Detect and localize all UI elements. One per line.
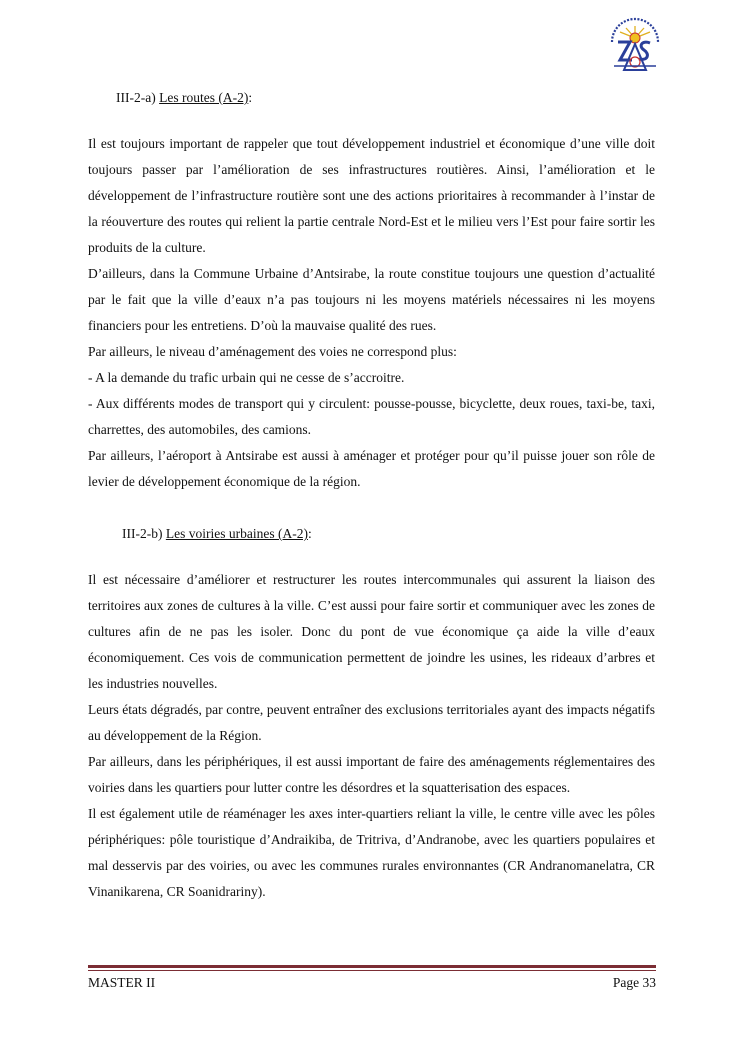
paragraph: Il est nécessaire d’améliorer et restructurer les routes intercommunales qui assurent la liaison des territoires aux zones de cultures à la ville. C’est aussi pour faire sortir et communiquer avec les zones de cultures afin de ne pas les isoler. Donc du pont de vue économique ça aide la ville d’eaux économiquement. Ces vois de communication permettent de joindre les usines, les rideaux d’arbres et les industries nouvelles. <box>88 572 655 691</box>
paragraph: Il est toujours important de rappeler que tout développement industriel et économique d’une ville doit toujours passer par l’amélioration de ses infrastructures routières. Ainsi, l’amélioration et le développement de l’infrastructure routière sont une des actions prioritaires à recommander à l’instar de la réouverture des routes qui relient la partie centrale Nord-Est et le milieu vers l’Est pour faire sortir les produits de la culture. <box>88 136 655 255</box>
university-crest-icon <box>604 14 666 76</box>
paragraph: Il est également utile de réaménager les axes inter-quartiers reliant la ville, le centre ville avec les pôles périphériques: pôle touristique d’Andraikiba, de Tritriva, d’Andranobe, avec les quartiers populaires et mal desservis par des voiries, ou avec les communes rurales environnantes (CR Andranomanelatra, CR Vinanikarena, CR Soanidrariny). <box>88 806 655 899</box>
section-heading-routes <box>116 88 252 108</box>
footer-rule <box>88 965 656 968</box>
section-title: Les voiries urbaines (A-2) <box>165 526 308 541</box>
footer-rule-thin <box>88 970 656 971</box>
page-label: Page <box>612 975 640 990</box>
list-item: - Aux différents modes de transport qui y circulent: pousse-pousse, bicyclette, deux roues, taxi-be, taxi, charrettes, des automobiles, des camions. <box>88 396 655 437</box>
paragraph: Leurs états dégradés, par contre, peuvent entraîner des exclusions territoriales ayant des impacts négatifs au développement de la Région. <box>88 702 655 743</box>
section-number: III-2-b) <box>122 526 163 541</box>
section-heading-voiries <box>122 524 312 544</box>
footer-label: MASTER II <box>88 975 156 990</box>
section-number: III-2-a) <box>116 90 156 105</box>
paragraph: Par ailleurs, dans les périphériques, il est aussi important de faire des aménagements réglementaires des voiries dans les quartiers pour lutter contre les désordres et la squatterisation des espaces. <box>88 754 655 795</box>
section-body-routes <box>88 131 655 495</box>
list-item: - A la demande du trafic urbain qui ne cesse de s’accroitre. <box>88 370 405 385</box>
page-number <box>613 974 656 992</box>
heading-colon: : <box>248 90 253 105</box>
paragraph: Par ailleurs, l’aéroport à Antsirabe est aussi à aménager et protéger pour qu’il puisse jouer son rôle de levier de développement économique de la région. <box>88 448 655 489</box>
paragraph: Par ailleurs, le niveau d’aménagement des voies ne correspond plus: <box>88 344 457 359</box>
section-body-voiries <box>88 567 655 905</box>
section-title: Les routes (A-2) <box>159 90 249 105</box>
paragraph: D’ailleurs, dans la Commune Urbaine d’Antsirabe, la route constitue toujours une question d’actualité par le fait que la ville d’eaux n’a pas toujours ni les moyens matériels nécessaires ni les moyens financiers pour les entretiens. D’où la mauvaise qualité des rues. <box>88 266 655 333</box>
heading-colon: : <box>307 526 312 541</box>
page-number-value: 33 <box>642 975 656 990</box>
